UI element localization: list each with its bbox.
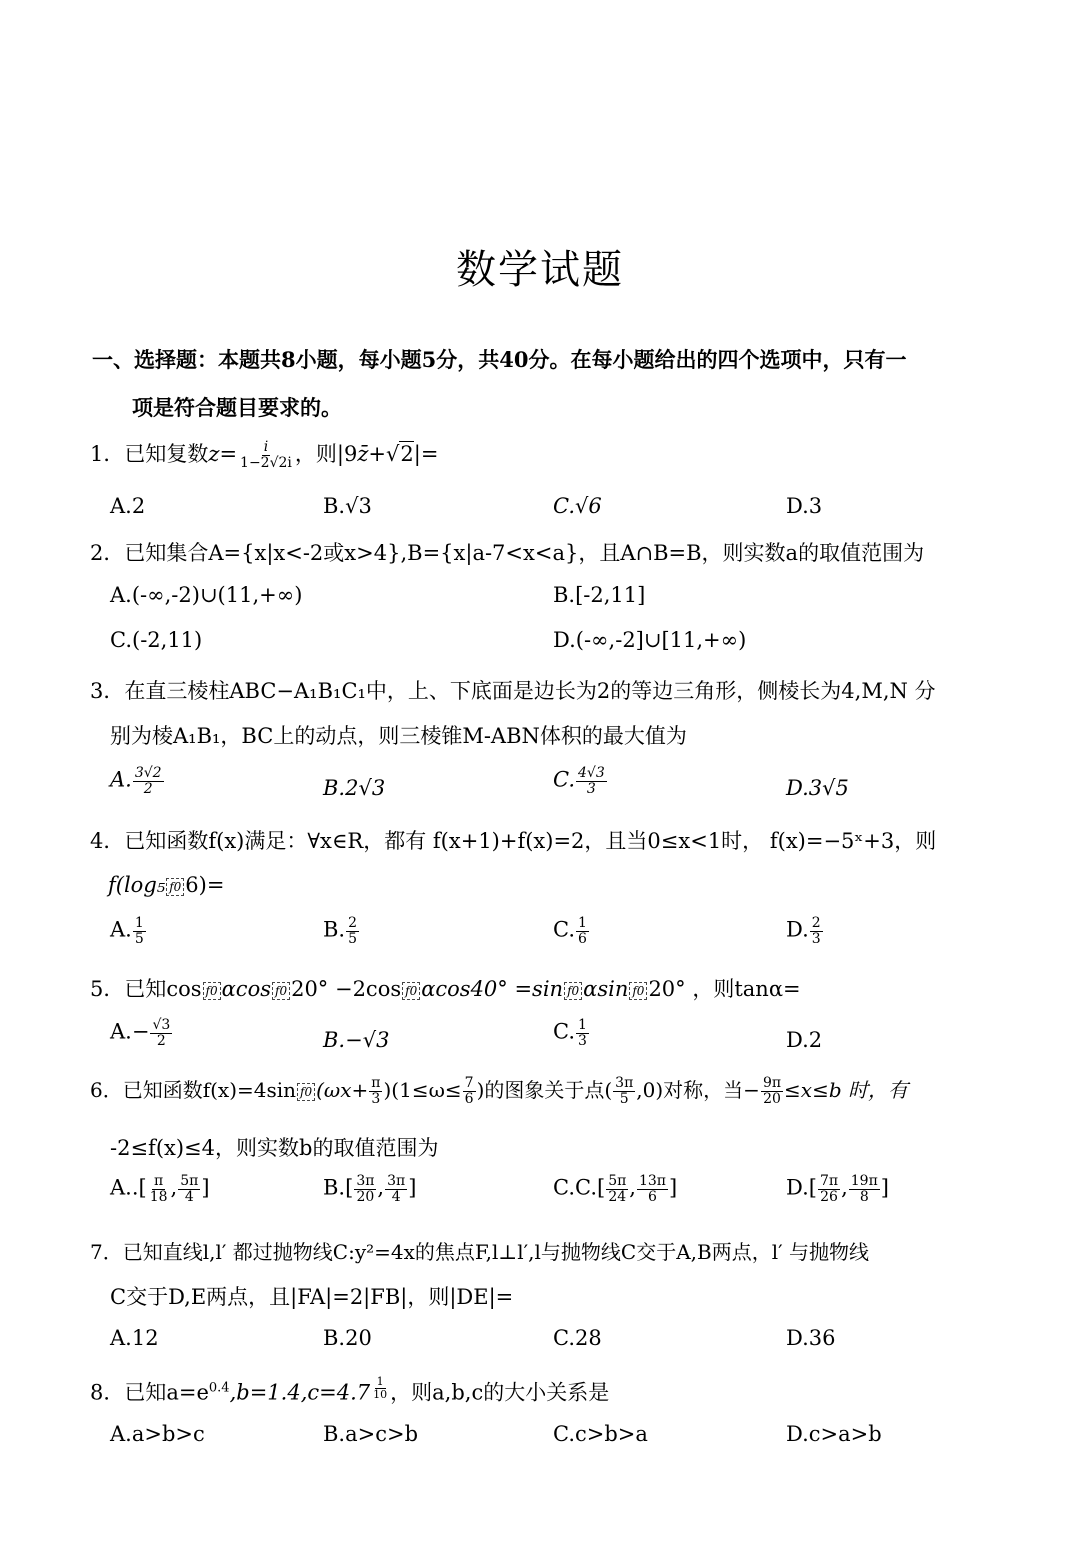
section-heading-line1: 一、选择题：本题共8小题，每小题5分，共40分。在每小题给出的四个选项中，只有一 xyxy=(92,347,907,372)
q8-option-a: A.a>b>c xyxy=(110,1422,205,1446)
q7-option-c: C.28 xyxy=(553,1326,602,1350)
q6-option-a: A..[ $\frac{\pi}{18}$ , $\frac{5\pi}{4}$ ] xyxy=(110,1173,210,1205)
question-1: 1．已知复数z= $\frac{i}{1-2√2i}$ ，则|9z̄+√2|= xyxy=(90,439,439,471)
q8-option-c: C.c>b>a xyxy=(553,1422,648,1446)
question-8: 8．已知$a=e^{0.4},b=1.4,c=4.7$ $^{\frac{1}{10}}$ ，则a,b,c的大小关系是 xyxy=(90,1375,610,1405)
question-3-line1: 3．在直三棱柱ABC−A₁B₁C₁中，上、下底面是边长为2的等边三角形，侧棱长为4,M,N 分 xyxy=(90,679,936,703)
q6-option-b: B.[ $\frac{3\pi}{20}$ , $\frac{3\pi}{4}$ ] xyxy=(323,1173,417,1205)
placeholder-box-icon: f0 xyxy=(402,982,420,1000)
q7-option-a: A.12 xyxy=(110,1326,159,1350)
placeholder-box-icon: f0 xyxy=(272,982,290,1000)
q5-option-b: B.−√3 xyxy=(323,1028,390,1052)
q1-option-a: A.2 xyxy=(110,494,146,518)
placeholder-box-icon: f0 xyxy=(166,878,184,896)
q2-option-a: A.(-∞,-2)∪(11,+∞) xyxy=(110,583,303,607)
q7-option-d: D.36 xyxy=(786,1326,836,1350)
q4-option-c: C. $\frac{1}{6}$ xyxy=(553,915,587,947)
section-heading-line2: 项是符合题目要求的。 xyxy=(132,395,342,420)
q3-option-a: A. $\frac{3√2}{2}$ xyxy=(110,765,162,797)
question-3-line2: 别为棱A₁B₁，BC上的动点，则三棱锥M-ABN体积的最大值为 xyxy=(110,724,687,748)
q1-option-c: C.√6 xyxy=(553,494,602,518)
placeholder-box-icon: f0 xyxy=(629,982,647,1000)
q1-option-b: B.√3 xyxy=(323,494,372,518)
q2-option-b: B.[-2,11] xyxy=(553,583,646,607)
q3-option-b: B.2√3 xyxy=(323,776,386,800)
q5-option-a: A.− $\frac{√3}{2}$ xyxy=(110,1017,171,1049)
q1-fraction: $\frac{i}{1-2√2i}$ xyxy=(240,439,292,471)
placeholder-box-icon: f0 xyxy=(564,982,582,1000)
question-5: 5．已知cos f0 αcos f0 20° −2cos f0 αcos40° =sin f0 αsin f0 20° ，则tanα= xyxy=(90,977,801,1001)
question-7-line1: 7．已知直线l,l′ 都过抛物线C:y²=4x的焦点F,l⊥l′,l与抛物线C交于A,B两点，l′ 与抛物线 xyxy=(90,1240,870,1264)
question-4-line2: f(log₅ f0 6)= xyxy=(108,873,225,897)
q4-option-a: A. $\frac{1}{5}$ xyxy=(110,915,144,947)
q5-option-d: D.2 xyxy=(786,1028,823,1052)
q5-option-c: C. $\frac{1}{3}$ xyxy=(553,1017,587,1049)
q2-option-d: D.(-∞,-2]∪[11,+∞) xyxy=(553,628,747,652)
q7-option-b: B.20 xyxy=(323,1326,372,1350)
question-4-line1: 4．已知函数f(x)满足：∀x∈R，都有 f(x+1)+f(x)=2，且当0≤x<1时， f(x)=−5ˣ+3，则 xyxy=(90,829,937,853)
placeholder-box-icon: f0 xyxy=(297,1083,315,1101)
question-6-line2: -2≤f(x)≤4，则实数b的取值范围为 xyxy=(110,1136,439,1160)
q6-option-d: D.[ $\frac{7\pi}{26}$ , $\frac{19\pi}{8}$ ] xyxy=(786,1173,889,1205)
q1-option-d: D.3 xyxy=(786,494,823,518)
q3-option-d: D.3√5 xyxy=(786,776,849,800)
q2-option-c: C.(-2,11) xyxy=(110,628,203,652)
q6-option-c: C.C.[ $\frac{5\pi}{24}$ , $\frac{13\pi}{6}$ ] xyxy=(553,1173,678,1205)
placeholder-box-icon: f0 xyxy=(203,982,221,1000)
q8-option-b: B.a>c>b xyxy=(323,1422,419,1446)
q3-option-c: C. $\frac{4√3}{3}$ xyxy=(553,765,605,797)
question-7-line2: C交于D,E两点，且|FA|=2|FB|，则|DE|= xyxy=(110,1285,514,1309)
q8-option-d: D.c>a>b xyxy=(786,1422,882,1446)
question-6-line1: 6．已知函数f(x)=4sin f0 (ωx+ $\frac{\pi}{3}$ )(1≤ω≤ $\frac{7}{6}$ )的图象关于点( $\frac{3\pi}{5}$ ,0)对称，当− $\frac{9\pi}{20}$ ≤x≤b 时，有 xyxy=(90,1075,909,1107)
question-2: 2．已知集合A={x|x<-2或x>4},B={x|a-7<x<a}，且A∩B=B，则实数a的取值范围为 xyxy=(90,541,925,565)
q4-option-b: B. $\frac{2}{5}$ xyxy=(323,915,358,947)
page-title: 数学试题 xyxy=(456,247,624,293)
q4-option-d: D. $\frac{2}{3}$ xyxy=(786,915,821,947)
